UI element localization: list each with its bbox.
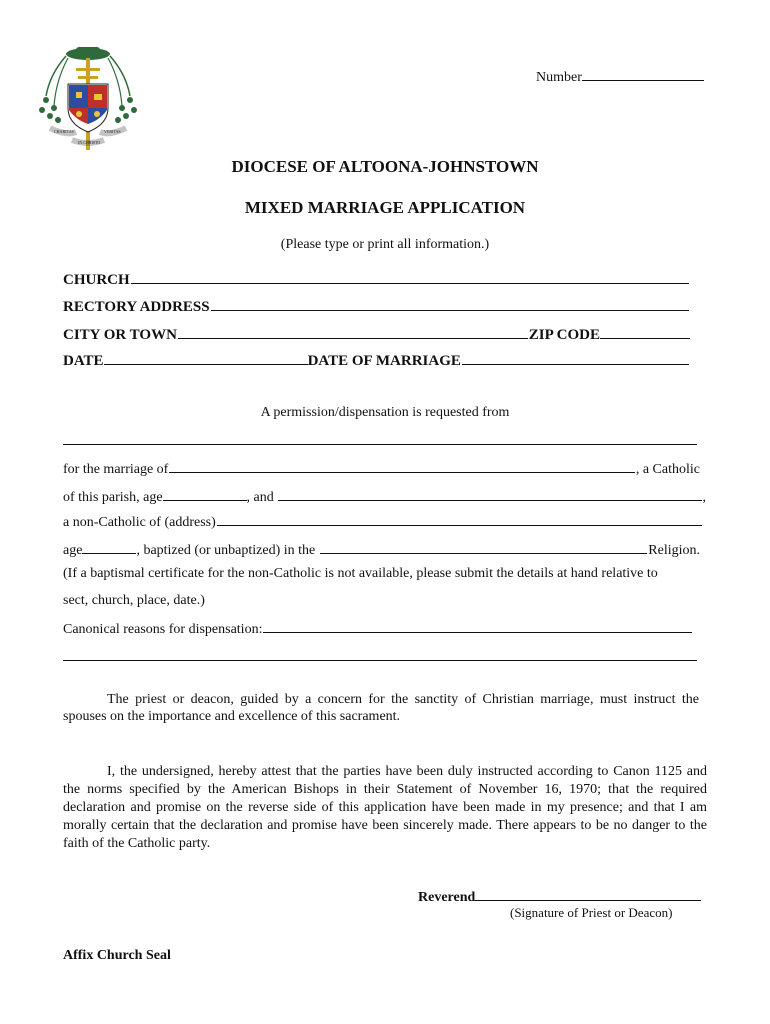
- baptismal-note-line-1: (If a baptismal certificate for the non-Catholic is not available, please submit the details at hand relative to: [63, 566, 658, 581]
- permission-line[interactable]: [63, 444, 697, 445]
- church-seal-label: Affix Church Seal: [63, 948, 171, 963]
- svg-text:VERITAS: VERITAS: [104, 129, 121, 134]
- baptismal-note-line-2: sect, church, place, date.): [63, 593, 205, 608]
- svg-text:CHARITAS: CHARITAS: [54, 129, 74, 134]
- diocesan-coat-of-arms-icon: [36, 44, 140, 152]
- canonical-reasons-line[interactable]: [63, 660, 697, 661]
- baptized-label: , baptized (or unbaptized) in the: [136, 543, 316, 558]
- marriage-of-label: for the marriage of: [63, 462, 169, 477]
- comma: ,: [702, 490, 706, 505]
- rectory-address-field[interactable]: [63, 297, 690, 316]
- form-title: MIXED MARRIAGE APPLICATION: [244, 198, 526, 217]
- non-catholic-label: a non-Catholic of (address): [63, 515, 216, 530]
- age-label: age: [63, 543, 83, 558]
- religion-label: Religion.: [648, 543, 700, 558]
- canonical-reasons-row[interactable]: [63, 619, 693, 638]
- non-catholic-row[interactable]: [63, 512, 703, 531]
- rectory-address-label: RECTORY ADDRESS: [63, 299, 210, 315]
- attest-paragraph: I, the undersigned, hereby attest that the parties have been duly instructed according to Canon 1125 and the norms specified by the American Bishops in their Statement of November 16, 1970; that the required declaration and promise on the reverse side of this application have been made in my presence; and that I am morally certain that the declaration and promise have been sincerely made. There appears to be no danger to the faith of the Catholic party.: [63, 764, 707, 851]
- signature-field[interactable]: [418, 886, 701, 906]
- number-label: Number: [536, 70, 582, 85]
- date-of-marriage-label: DATE OF MARRIAGE: [307, 353, 461, 369]
- church-label: CHURCH: [63, 272, 130, 288]
- date-label: DATE: [63, 353, 104, 369]
- canonical-reasons-label: Canonical reasons for dispensation:: [63, 622, 263, 637]
- parish-age-label: of this parish, age: [63, 490, 163, 505]
- baptized-row[interactable]: [63, 539, 700, 559]
- a-catholic-label: , a Catholic: [635, 462, 700, 477]
- date-row[interactable]: [63, 350, 690, 370]
- diocese-title: DIOCESE OF ALTOONA-JOHNSTOWN: [231, 157, 539, 176]
- city-label: CITY OR TOWN: [63, 327, 177, 343]
- svg-text:IN CHRISTO: IN CHRISTO: [78, 140, 101, 145]
- church-field[interactable]: [63, 270, 690, 289]
- number-field[interactable]: [536, 66, 704, 86]
- priest-paragraph: The priest or deacon, guided by a concern for the sanctity of Christian marriage, must instruct the spouses on the importance and excellence of this sacrament.: [63, 692, 699, 724]
- marriage-of-row[interactable]: [63, 459, 700, 478]
- zip-label: ZIP CODE: [528, 327, 600, 343]
- parish-age-row[interactable]: [63, 486, 706, 506]
- signature-caption: (Signature of Priest or Deacon): [510, 905, 673, 920]
- permission-text: A permission/dispensation is requested from: [260, 405, 510, 420]
- city-zip-row[interactable]: [63, 324, 690, 344]
- instruction-text: (Please type or print all information.): [280, 237, 490, 252]
- reverend-label: Reverend: [418, 890, 476, 905]
- and-label: , and: [246, 490, 274, 505]
